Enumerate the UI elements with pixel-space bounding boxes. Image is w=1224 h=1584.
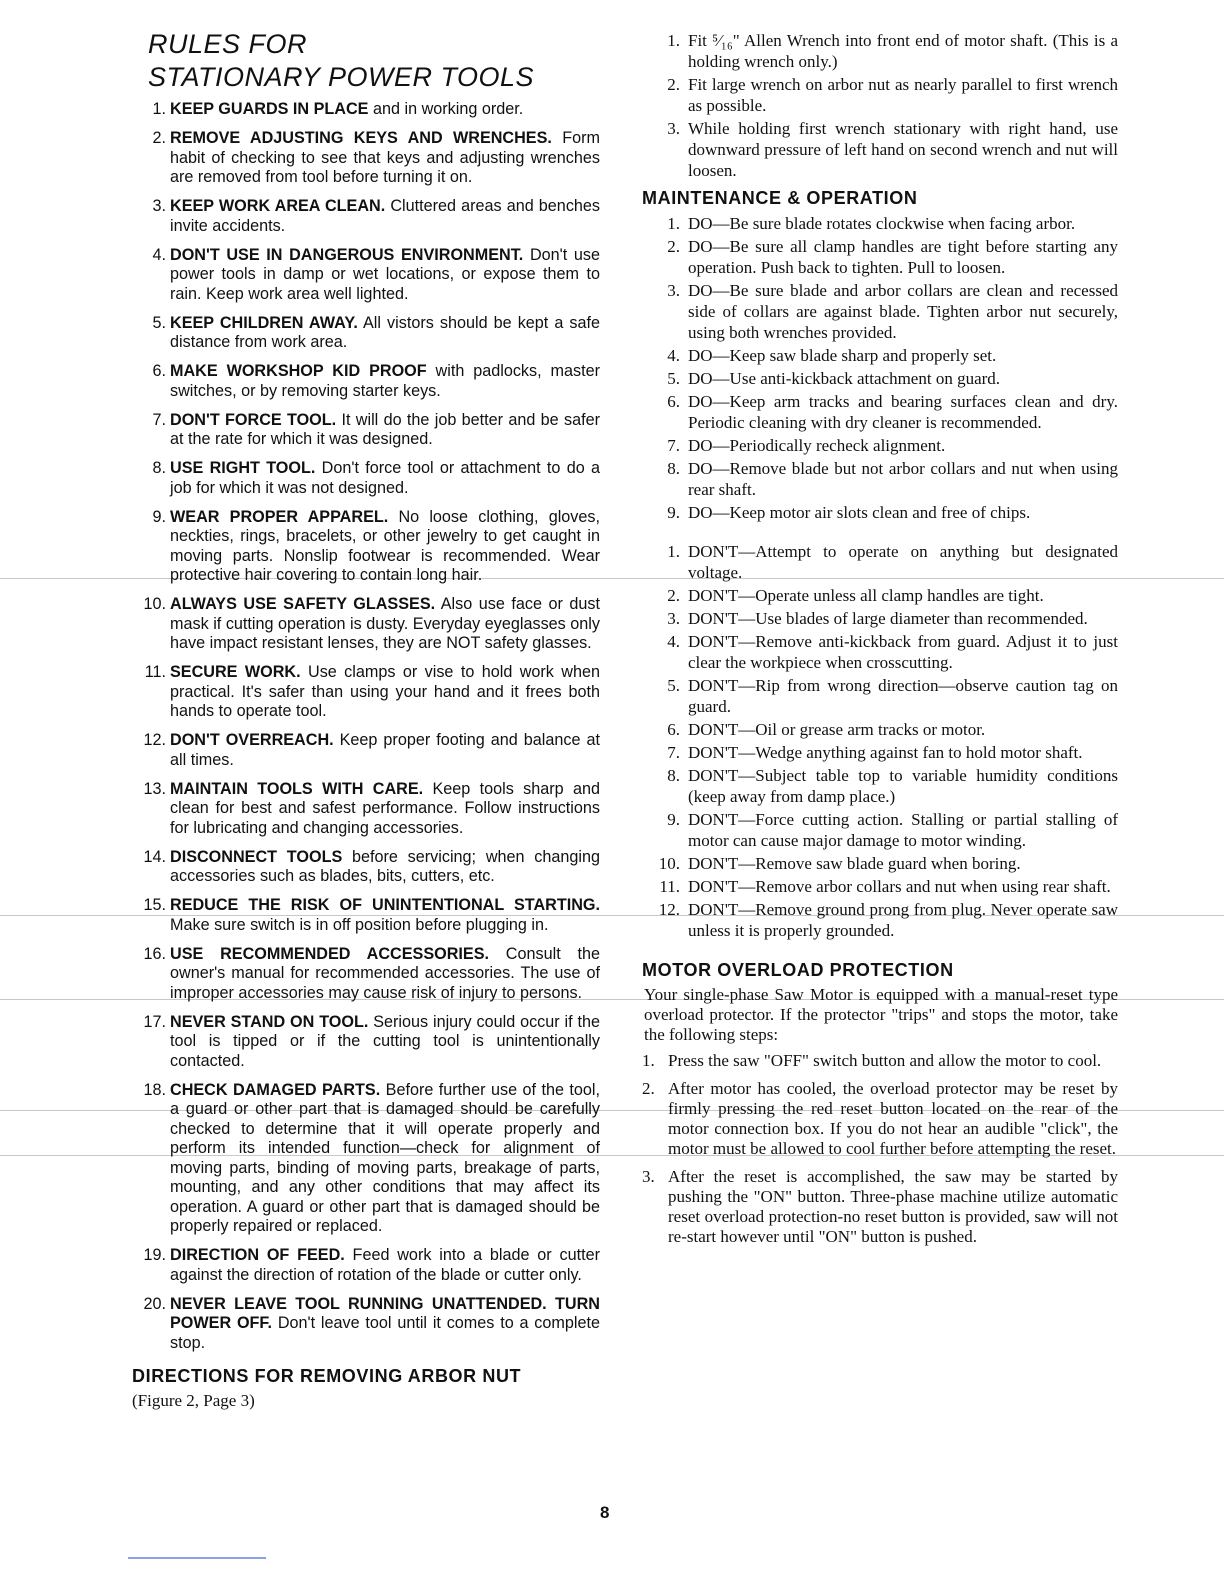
rule-number: 8. (152, 459, 166, 477)
dont-item-text: DON'T—Remove arbor collars and nut when using rear shaft. (688, 877, 1111, 896)
rule-bold: REDUCE THE RISK OF UNINTENTIONAL STARTING. (170, 896, 600, 914)
rule-number: 3. (152, 197, 166, 215)
rule-bold: MAINTAIN TOOLS WITH CARE. (170, 779, 424, 798)
dont-item (640, 742, 1118, 763)
arbor-heading: DIRECTIONS FOR REMOVING ARBOR NUT (132, 1366, 522, 1386)
rule-number: 19. (143, 1246, 166, 1264)
rule-number: 13. (143, 779, 166, 798)
dont-item-text: DON'T—Subject table top to variable humidity conditions (keep away from damp place.) (688, 766, 1118, 806)
arbor-step-number: 2. (667, 75, 680, 94)
rule-text (170, 314, 600, 353)
arbor-step (640, 30, 1118, 72)
do-item (640, 345, 1118, 366)
rule-item (130, 1013, 600, 1072)
rule-text (170, 411, 600, 450)
rule-body: Make sure switch is in off position before plugging in. (170, 915, 549, 934)
rule-text (170, 362, 600, 401)
rules-list (130, 100, 600, 1353)
rule-body: Serious injury could occur if the tool is tipped or if the cutting tool is unintentionally contacted. (170, 1012, 600, 1070)
rule-text (170, 780, 600, 839)
title-line-2: STATIONARY POWER TOOLS (148, 62, 535, 92)
rule-body: Don't force tool or attachment to do a job for which it was not designed. (170, 459, 600, 497)
motor-intro: Your single-phase Saw Motor is equipped with a manual-reset type overload protector. If the protector "trips" and stops the motor, take the following steps: (644, 985, 1118, 1044)
rule-number: 4. (152, 245, 166, 264)
dont-item (640, 876, 1118, 897)
do-item (640, 236, 1118, 278)
rule-body: It will do the job better and be safer at the rate for which it was designed. (170, 410, 600, 448)
rule-body: with padlocks, master switches, or by removing starter keys. (170, 362, 600, 400)
rule-item (130, 896, 600, 935)
rule-text (170, 848, 600, 887)
rule-bold: KEEP CHILDREN AWAY. (170, 313, 358, 332)
rule-item (130, 459, 600, 498)
dont-item-number: 3. (667, 609, 680, 628)
title-line-1: RULES FOR (148, 29, 308, 59)
arbor-steps-list (640, 30, 1118, 181)
rule-body: Before further use of the tool, a guard or other part that is damaged should be carefully checked to determine that it will operate properly and perform its intended function—check for alignment of moving parts, binding of moving parts, breakage of parts, mounting, and any other conditions that may affect its operation. A guard or other part that is damaged should be properly repaired or replaced. (170, 1080, 600, 1235)
dont-item-number: 1. (667, 542, 680, 561)
rule-item (130, 848, 600, 887)
motor-step-text: After motor has cooled, the overload protector may be reset by firmly pressing the red reset button located on the rear of the motor connection box. If you do not hear an audible "click", the motor must be allowed to cool further before attempting the reset. (668, 1079, 1118, 1158)
do-item (640, 435, 1118, 456)
rule-bold: DISCONNECT TOOLS (170, 847, 343, 866)
rule-number: 20. (143, 1294, 166, 1313)
motor-step-number: 1. (642, 1051, 655, 1070)
donts-list (640, 541, 1118, 941)
rule-bold: ALWAYS USE SAFETY GLASSES. (170, 595, 436, 613)
rule-body: Consult the owner's manual for recommended accessories. The use of improper accessories may cause risk of injury to persons. (170, 944, 600, 1002)
motor-step (642, 1051, 1118, 1071)
dont-item-number: 6. (667, 720, 680, 739)
do-item-text: DO—Be sure blade and arbor collars are clean and recessed side of collars are against blade. Tighten arbor nut securely, using both wrenches provided. (688, 281, 1118, 342)
arbor-step-text: While holding first wrench stationary with right hand, use downward pressure of left hand on second wrench and nut will loosen. (688, 119, 1118, 180)
motor-step-number: 2. (642, 1079, 655, 1098)
rule-text (170, 246, 600, 305)
rule-item (130, 362, 600, 401)
do-item (640, 213, 1118, 234)
do-item-text: DO—Be sure all clamp handles are tight before starting any operation. Push back to tighten. Pull to loosen. (688, 237, 1118, 277)
rule-body: and in working order. (368, 100, 524, 118)
do-item-number: 6. (667, 392, 680, 411)
rule-bold: NEVER LEAVE TOOL RUNNING UNATTENDED. TURN POWER OFF. (170, 1294, 600, 1332)
rule-text (170, 197, 600, 236)
rule-text (170, 663, 600, 722)
dont-item-number: 12. (658, 900, 680, 919)
rule-bold: REMOVE ADJUSTING KEYS AND WRENCHES. (170, 129, 552, 147)
do-item-number: 4. (667, 346, 680, 365)
do-item-text: DO—Keep saw blade sharp and properly set. (688, 346, 997, 365)
arbor-step-number: 3. (667, 119, 680, 138)
rule-item (130, 663, 600, 722)
do-item-number: 8. (667, 459, 680, 478)
dont-item-number: 8. (667, 766, 680, 785)
arbor-step-text: Fit ⁵⁄₁₆" Allen Wrench into front end of motor shaft. (This is a holding wrench only.) (688, 31, 1118, 71)
rule-body: Also use face or dust mask if cutting operation is dusty. Everyday eyeglasses only have impact resistant lenses, they are NOT safety glasses. (170, 595, 600, 652)
dont-item (640, 631, 1118, 673)
rule-bold: USE RIGHT TOOL. (170, 459, 316, 477)
rule-bold: DON'T FORCE TOOL. (170, 410, 337, 429)
rule-number: 15. (143, 896, 166, 914)
rule-number: 7. (152, 410, 166, 429)
rule-body: Feed work into a blade or cutter against the direction of rotation of the blade or cutter only. (170, 1246, 600, 1284)
rule-text (170, 1081, 600, 1237)
maintenance-heading: MAINTENANCE & OPERATION (642, 188, 918, 208)
rule-bold: KEEP GUARDS IN PLACE (170, 100, 369, 118)
dont-item (640, 675, 1118, 717)
rule-text (170, 945, 600, 1004)
dont-item-text: DON'T—Remove anti-kickback from guard. Adjust it to just clear the workpiece when crosscutting. (688, 632, 1118, 672)
motor-step-text: Press the saw "OFF" switch button and allow the motor to cool. (668, 1051, 1102, 1070)
rule-number: 10. (143, 595, 166, 613)
rule-body: Don't use power tools in damp or wet locations, or expose them to rain. Keep work area well lighted. (170, 245, 600, 303)
dont-item (640, 719, 1118, 740)
rule-text (170, 1013, 600, 1072)
motor-step-text: After the reset is accomplished, the saw may be started by pushing the "ON" button. Three-phase machine utilize automatic reset overload protection-no reset button is provided, saw will not re-start however until "ON" button is pushed. (668, 1167, 1118, 1246)
dont-item-text: DON'T—Oil or grease arm tracks or motor. (688, 720, 986, 739)
dont-item (640, 853, 1118, 874)
rule-text (170, 595, 600, 654)
rule-body: Form habit of checking to see that keys and adjusting wrenches are removed from tool before turning it on. (170, 129, 601, 186)
motor-steps-list (640, 1051, 1118, 1247)
rule-body: No loose clothing, gloves, neckties, rings, bracelets, or other jewelry to get caught in moving parts. Nonslip footwear is recommended. Wear protective hair covering to contain long hair. (170, 507, 600, 584)
rule-text (170, 459, 600, 498)
scan-mark (128, 1557, 266, 1559)
dont-item (640, 765, 1118, 807)
dont-item-text: DON'T—Wedge anything against fan to hold motor shaft. (688, 743, 1083, 762)
motor-overload-heading: MOTOR OVERLOAD PROTECTION (642, 960, 954, 980)
rule-number: 6. (152, 362, 166, 380)
dont-item-text: DON'T—Force cutting action. Stalling or partial stalling of motor can cause major damage to motor winding. (688, 810, 1118, 850)
rule-number: 14. (143, 847, 166, 866)
dont-item-number: 2. (667, 586, 680, 605)
rule-number: 1. (152, 100, 166, 118)
dos-list (640, 213, 1118, 523)
rule-bold: CHECK DAMAGED PARTS. (170, 1080, 381, 1099)
rule-item (130, 314, 600, 353)
rule-number: 11. (144, 663, 166, 681)
rule-body: Keep proper footing and balance at all times. (170, 731, 600, 769)
dont-item (640, 585, 1118, 606)
rule-item (130, 246, 600, 305)
dont-item-text: DON'T—Remove saw blade guard when boring. (688, 854, 1021, 873)
rule-number: 12. (143, 731, 166, 749)
rule-item (130, 197, 600, 236)
rule-text (170, 129, 600, 188)
motor-step (642, 1079, 1118, 1159)
arbor-step (640, 118, 1118, 181)
rule-body: All vistors should be kept a safe distance from work area. (170, 313, 601, 351)
arbor-step-text: Fit large wrench on arbor nut as nearly parallel to first wrench as possible. (688, 75, 1118, 115)
rule-item (130, 100, 600, 120)
do-item-number: 2. (667, 237, 680, 256)
rule-number: 9. (152, 507, 166, 526)
rule-item (130, 1246, 600, 1285)
dont-item (640, 809, 1118, 851)
rule-item (130, 508, 600, 586)
arbor-step (640, 74, 1118, 116)
rule-bold: USE RECOMMENDED ACCESSORIES. (170, 944, 490, 963)
dont-item-number: 5. (667, 676, 680, 695)
rule-bold: MAKE WORKSHOP KID PROOF (170, 362, 427, 380)
rule-bold: KEEP WORK AREA CLEAN. (170, 197, 386, 215)
do-item (640, 502, 1118, 523)
dont-item-number: 4. (667, 632, 680, 651)
rule-body: Don't leave tool until it comes to a complete stop. (170, 1314, 600, 1352)
rule-text (170, 100, 600, 120)
rule-body: Use clamps or vise to hold work when practical. It's safer than using your hand and it frees both hands to operate tool. (170, 663, 600, 720)
dont-item-text: DON'T—Remove ground prong from plug. Never operate saw unless it is properly grounded. (688, 900, 1118, 940)
rule-item (130, 411, 600, 450)
do-item-text: DO—Keep motor air slots clean and free of chips. (688, 503, 1031, 522)
left-column (130, 30, 600, 1411)
rule-text (170, 1246, 600, 1285)
do-item-text: DO—Remove blade but not arbor collars and nut when using rear shaft. (688, 459, 1118, 499)
arbor-step-number: 1. (667, 31, 680, 50)
right-column (640, 30, 1118, 1255)
dont-item-number: 9. (667, 810, 680, 829)
do-item-number: 7. (667, 436, 680, 455)
rule-number: 16. (143, 944, 166, 963)
dont-item (640, 608, 1118, 629)
motor-step-number: 3. (642, 1167, 655, 1186)
dont-item-text: DON'T—Rip from wrong direction—observe caution tag on guard. (688, 676, 1118, 716)
do-item-number: 5. (667, 369, 680, 388)
rule-number: 18. (143, 1080, 166, 1099)
rule-bold: NEVER STAND ON TOOL. (170, 1012, 369, 1031)
do-item-text: DO—Keep arm tracks and bearing surfaces clean and dry. Periodic cleaning with dry cleaner is recommended. (688, 392, 1118, 432)
do-item (640, 391, 1118, 433)
dont-item-text: DON'T—Attempt to operate on anything but designated voltage. (688, 542, 1118, 582)
do-item-text: DO—Be sure blade rotates clockwise when facing arbor. (688, 214, 1076, 233)
do-item (640, 368, 1118, 389)
rule-item (130, 945, 600, 1004)
do-item-text: DO—Use anti-kickback attachment on guard. (688, 369, 1001, 388)
do-item-number: 1. (667, 214, 680, 233)
rule-bold: WEAR PROPER APPAREL. (170, 507, 389, 526)
dont-item (640, 541, 1118, 583)
do-item (640, 280, 1118, 343)
dont-item (640, 899, 1118, 941)
rule-item (130, 731, 600, 770)
rule-bold: DIRECTION OF FEED. (170, 1246, 345, 1264)
dont-item-text: DON'T—Use blades of large diameter than recommended. (688, 609, 1088, 628)
rule-body: before servicing; when changing accessories such as blades, bits, cutters, etc. (170, 847, 600, 885)
motor-step (642, 1167, 1118, 1247)
do-item-number: 3. (667, 281, 680, 300)
rule-number: 5. (152, 313, 166, 332)
rule-bold: DON'T OVERREACH. (170, 731, 334, 749)
rule-item (130, 1081, 600, 1237)
dont-item-number: 7. (667, 743, 680, 762)
rule-item (130, 129, 600, 188)
do-item-text: DO—Periodically recheck alignment. (688, 436, 946, 455)
rule-number: 2. (152, 129, 166, 147)
rule-number: 17. (143, 1012, 166, 1031)
dont-item-text: DON'T—Operate unless all clamp handles are tight. (688, 586, 1044, 605)
rule-body: Keep tools sharp and clean for best and safest performance. Follow instructions for lubricating and changing accessories. (170, 779, 600, 837)
rule-item (130, 1295, 600, 1354)
rule-item (130, 780, 600, 839)
dont-item-number: 11. (659, 877, 680, 896)
do-item (640, 458, 1118, 500)
figure-reference: (Figure 2, Page 3) (132, 1391, 255, 1410)
dont-item-number: 10. (658, 854, 680, 873)
rule-bold: SECURE WORK. (170, 663, 301, 681)
rule-text (170, 1295, 600, 1354)
rule-item (130, 595, 600, 654)
do-item-number: 9. (667, 503, 680, 522)
rule-text (170, 731, 600, 770)
rule-bold: DON'T USE IN DANGEROUS ENVIRONMENT. (170, 245, 524, 264)
rule-body: Cluttered areas and benches invite accidents. (170, 197, 601, 235)
rule-text (170, 508, 600, 586)
rule-text (170, 896, 600, 935)
page-number: 8 (600, 1503, 610, 1522)
